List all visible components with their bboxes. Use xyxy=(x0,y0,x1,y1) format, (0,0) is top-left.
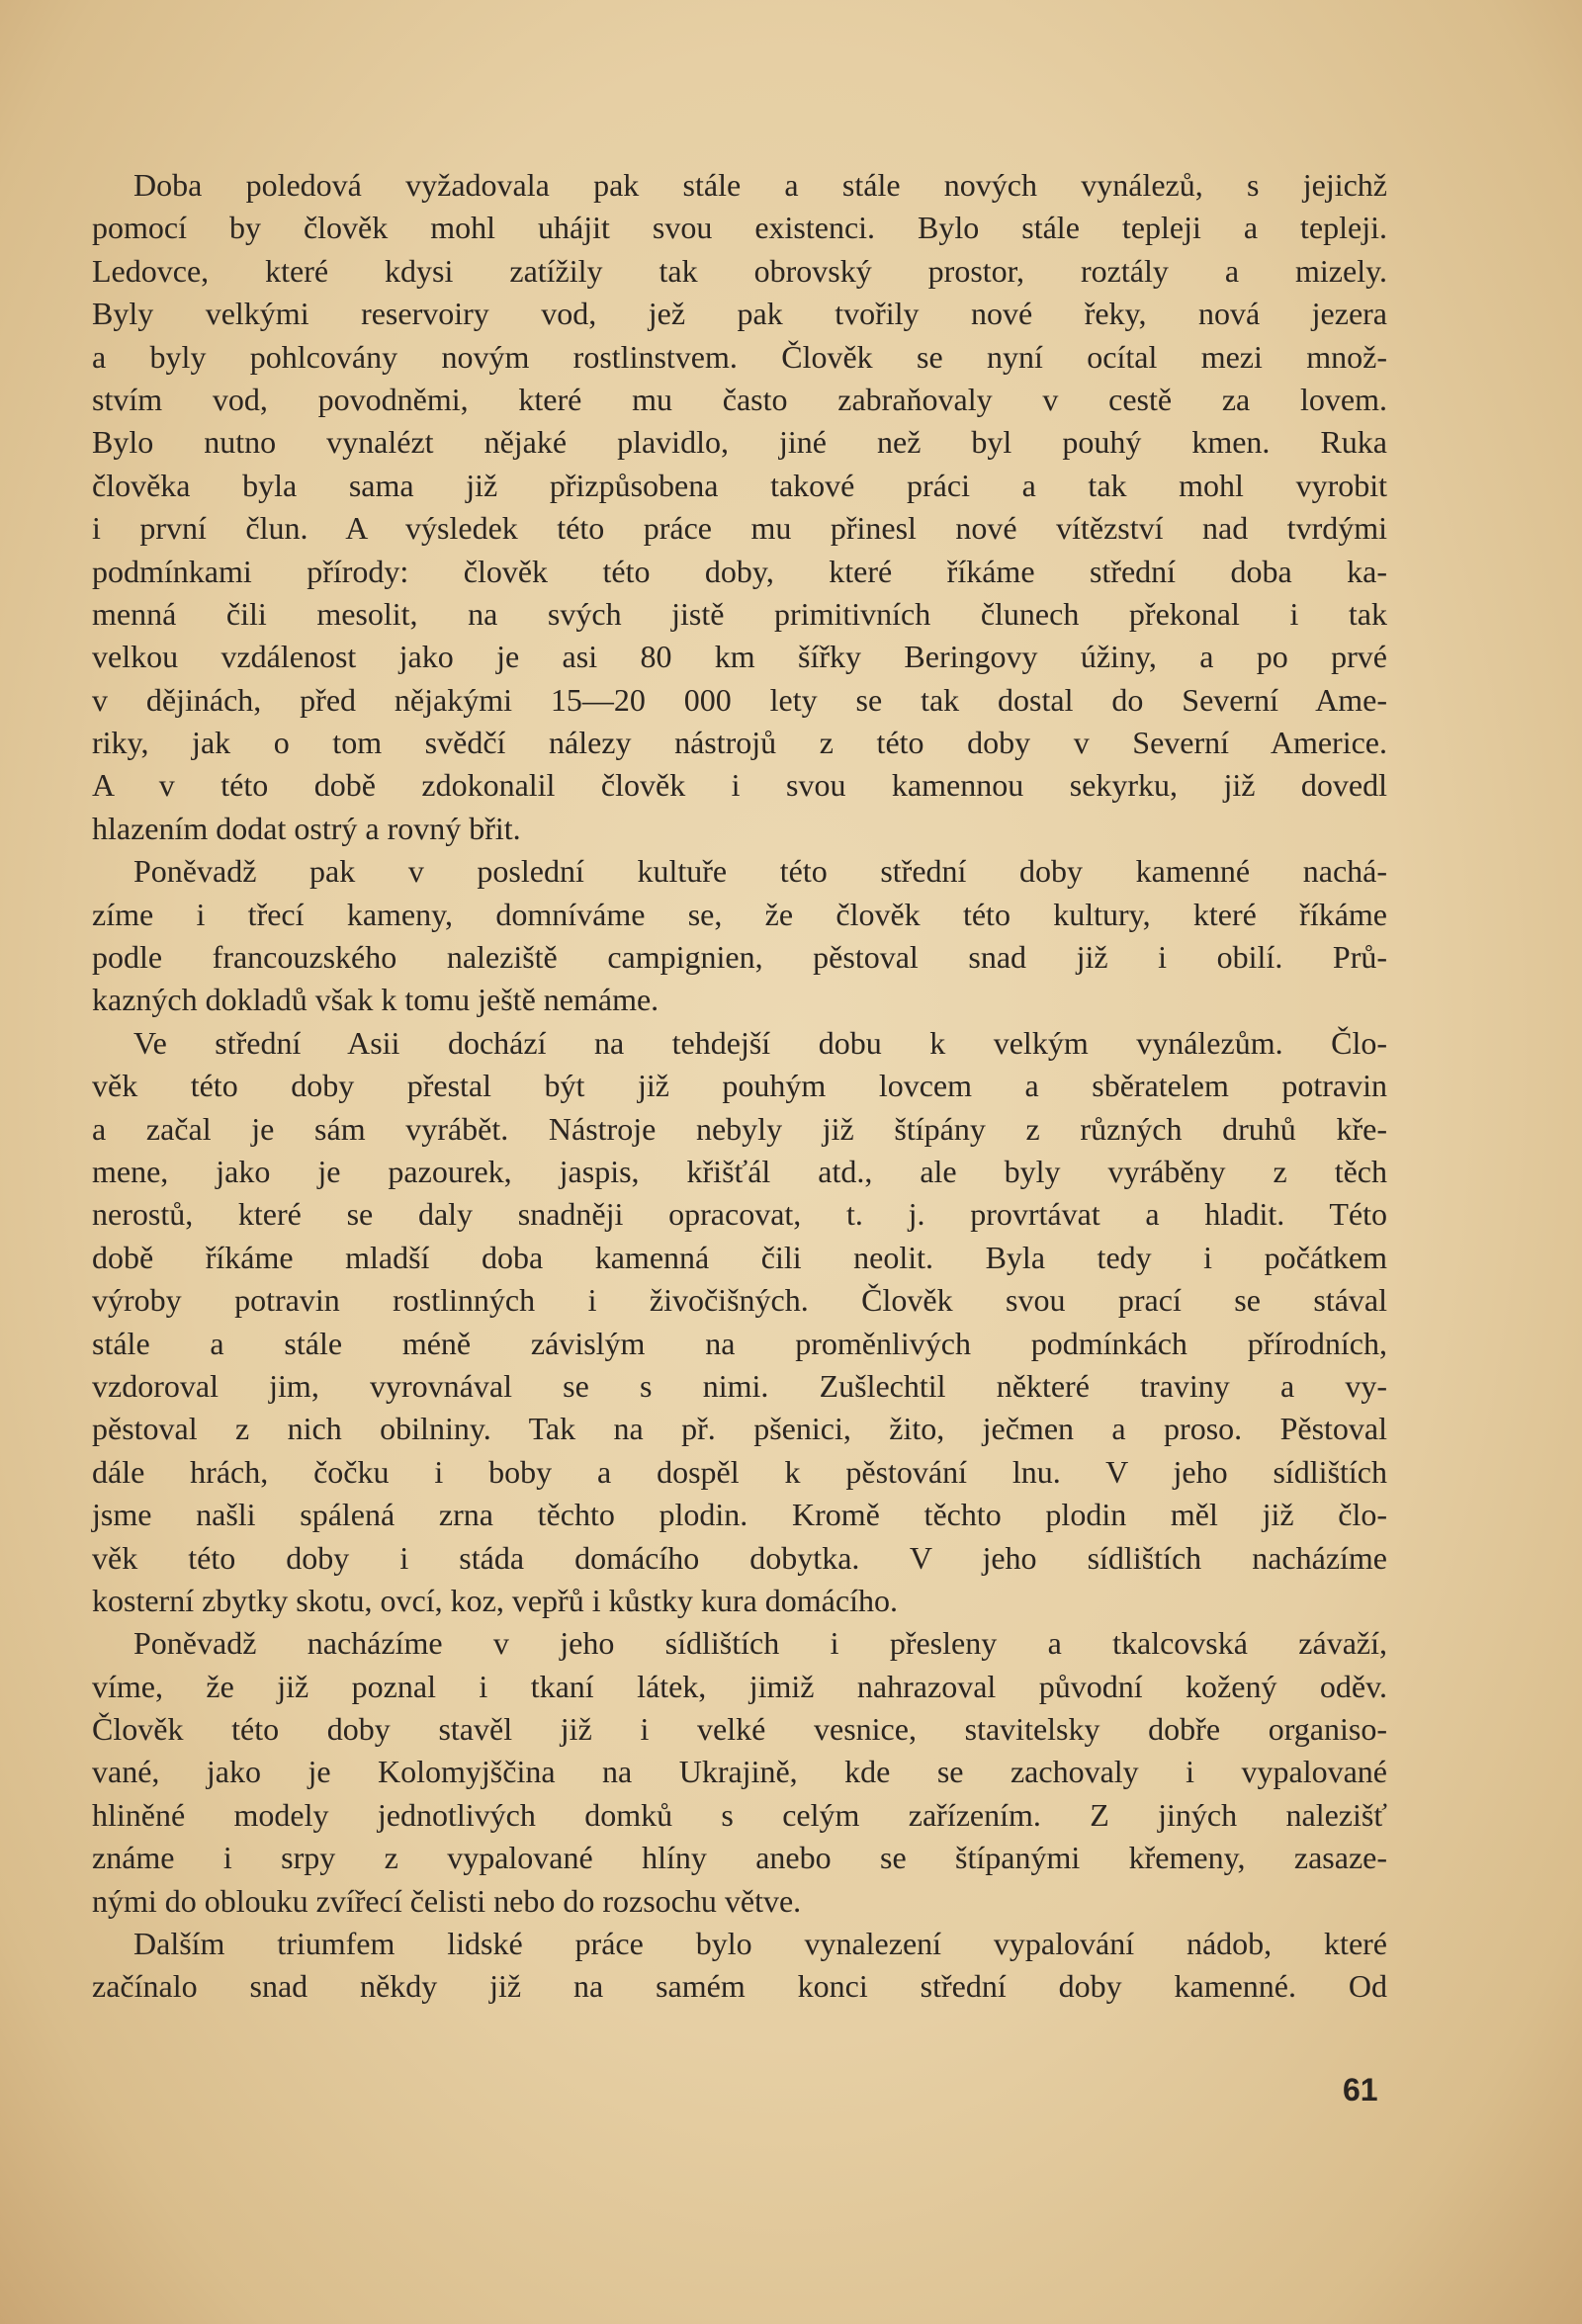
text-line: věk této doby přestal být již pouhým lovcem a sběratelem potravin xyxy=(92,1068,1387,1104)
text-line: A v této době zdokonalil člověk i svou kamennou sekyrku, již dovedl xyxy=(92,767,1387,804)
text-line: pěstoval z nich obilniny. Tak na př. pšenici, žito, ječmen a proso. Pěstoval xyxy=(92,1411,1387,1447)
text-line: dále hrách, čočku i boby a dospěl k pěstování lnu. V jeho sídlištích xyxy=(92,1453,1387,1490)
text-line: a byly pohlcovány novým rostlinstvem. Člověk se nyní ocítal mezi množ- xyxy=(92,338,1387,375)
text-line: známe i srpy z vypalované hlíny anebo se štípanými křemeny, zasaze- xyxy=(92,1840,1387,1876)
text-line: stvím vod, povodněmi, které mu často zabraňovaly v cestě za lovem. xyxy=(92,381,1387,417)
text-line: nerostů, které se daly snadněji opracovat, t. j. provrtávat a hladit. Této xyxy=(92,1196,1387,1233)
text-line: Poněvadž nacházíme v jeho sídlištích i přesleny a tkalcovská závaží, xyxy=(133,1625,1387,1662)
paragraph xyxy=(92,164,1387,850)
text-line: výroby potravin rostlinných i živočišných. Člověk svou prací se stával xyxy=(92,1282,1387,1319)
text-line: jsme našli spálená zrna těchto plodin. Kromě těchto plodin měl již člo- xyxy=(92,1497,1387,1533)
text-line: Ledovce, které kdysi zatížily tak obrovský prostor, roztály a mizely. xyxy=(92,252,1387,289)
text-line: stále a stále méně závislým na proměnlivých podmínkách přírodních, xyxy=(92,1325,1387,1361)
page-number: 61 xyxy=(1343,2072,1378,2108)
text-line: době říkáme mladší doba kamenná čili neolit. Byla tedy i počátkem xyxy=(92,1239,1387,1275)
text-line: kazných dokladů však k tomu ještě nemáme. xyxy=(92,982,659,1018)
text-line: menná čili mesolit, na svých jistě primitivních člunech překonal i tak xyxy=(92,595,1387,632)
text-line: začínalo snad někdy již na samém konci střední doby kamenné. Od xyxy=(92,1968,1387,2005)
text-line: Poněvadž pak v poslední kultuře této střední doby kamenné nachá- xyxy=(133,853,1387,890)
paragraph xyxy=(92,1622,1387,1923)
text-line: věk této doby i stáda domácího dobytka. V jeho sídlištích nacházíme xyxy=(92,1539,1387,1576)
text-line: podmínkami přírody: člověk této doby, které říkáme střední doba ka- xyxy=(92,553,1387,589)
text-line: a začal je sám vyrábět. Nástroje nebyly již štípány z různých druhů kře- xyxy=(92,1110,1387,1147)
paragraph xyxy=(92,1923,1387,2009)
text-line: kosterní zbytky skotu, ovcí, koz, vepřů i kůstky kura domácího. xyxy=(92,1582,898,1618)
paragraph xyxy=(92,850,1387,1022)
text-line: pomocí by člověk mohl uhájit svou existenci. Bylo stále tepleji a tepleji. xyxy=(92,210,1387,246)
text-line: Bylo nutno vynalézt nějaké plavidlo, jiné než byl pouhý kmen. Ruka xyxy=(92,424,1387,461)
text-line: zíme i třecí kameny, domníváme se, že člověk této kultury, které říkáme xyxy=(92,896,1387,932)
text-line: hliněné modely jednotlivých domků s celým zařízením. Z jiných nalezišť xyxy=(92,1796,1387,1833)
text-line: člověka byla sama již přizpůsobena takové práci a tak mohl vyrobit xyxy=(92,467,1387,503)
text-line: velkou vzdálenost jako je asi 80 km šířky Beringovy úžiny, a po prvé xyxy=(92,639,1387,675)
text-line: vané, jako je Kolomyjščina na Ukrajině, kde se zachovaly i vypalované xyxy=(92,1754,1387,1790)
text-line: Dalším triumfem lidské práce bylo vynalezení vypalování nádob, které xyxy=(133,1926,1387,1962)
text-line: nými do oblouku zvířecí čelisti nebo do rozsochu větve. xyxy=(92,1882,802,1919)
text-line: v dějinách, před nějakými 15—20 000 lety se tak dostal do Severní Ame- xyxy=(92,681,1387,718)
paragraph xyxy=(92,1022,1387,1622)
text-line: Doba poledová vyžadovala pak stále a stále nových vynálezů, s jejichž xyxy=(133,167,1387,203)
text-line: vzdoroval jim, vyrovnával se s nimi. Zušlechtil některé traviny a vy- xyxy=(92,1367,1387,1404)
text-line: hlazením dodat ostrý a rovný břit. xyxy=(92,810,521,846)
text-line: mene, jako je pazourek, jaspis, křišťál atd., ale byly vyráběny z těch xyxy=(92,1153,1387,1189)
text-line: i první člun. A výsledek této práce mu přinesl nové vítězství nad tvrdými xyxy=(92,510,1387,547)
text-line: víme, že již poznal i tkaní látek, jimiž nahrazoval původní kožený oděv. xyxy=(92,1668,1387,1704)
text-line: Ve střední Asii dochází na tehdejší dobu k velkým vynálezům. Člo- xyxy=(133,1024,1387,1061)
text-line: Člověk této doby stavěl již i velké vesnice, stavitelsky dobře organiso- xyxy=(92,1711,1387,1748)
text-line: riky, jak o tom svědčí nálezy nástrojů z této doby v Severní Americe. xyxy=(92,725,1387,761)
text-line: podle francouzského naleziště campignien, pěstoval snad již i obilí. Prů- xyxy=(92,939,1387,976)
body-text xyxy=(92,164,1387,2009)
text-line: Byly velkými reservoiry vod, jež pak tvořily nové řeky, nová jezera xyxy=(92,296,1387,332)
